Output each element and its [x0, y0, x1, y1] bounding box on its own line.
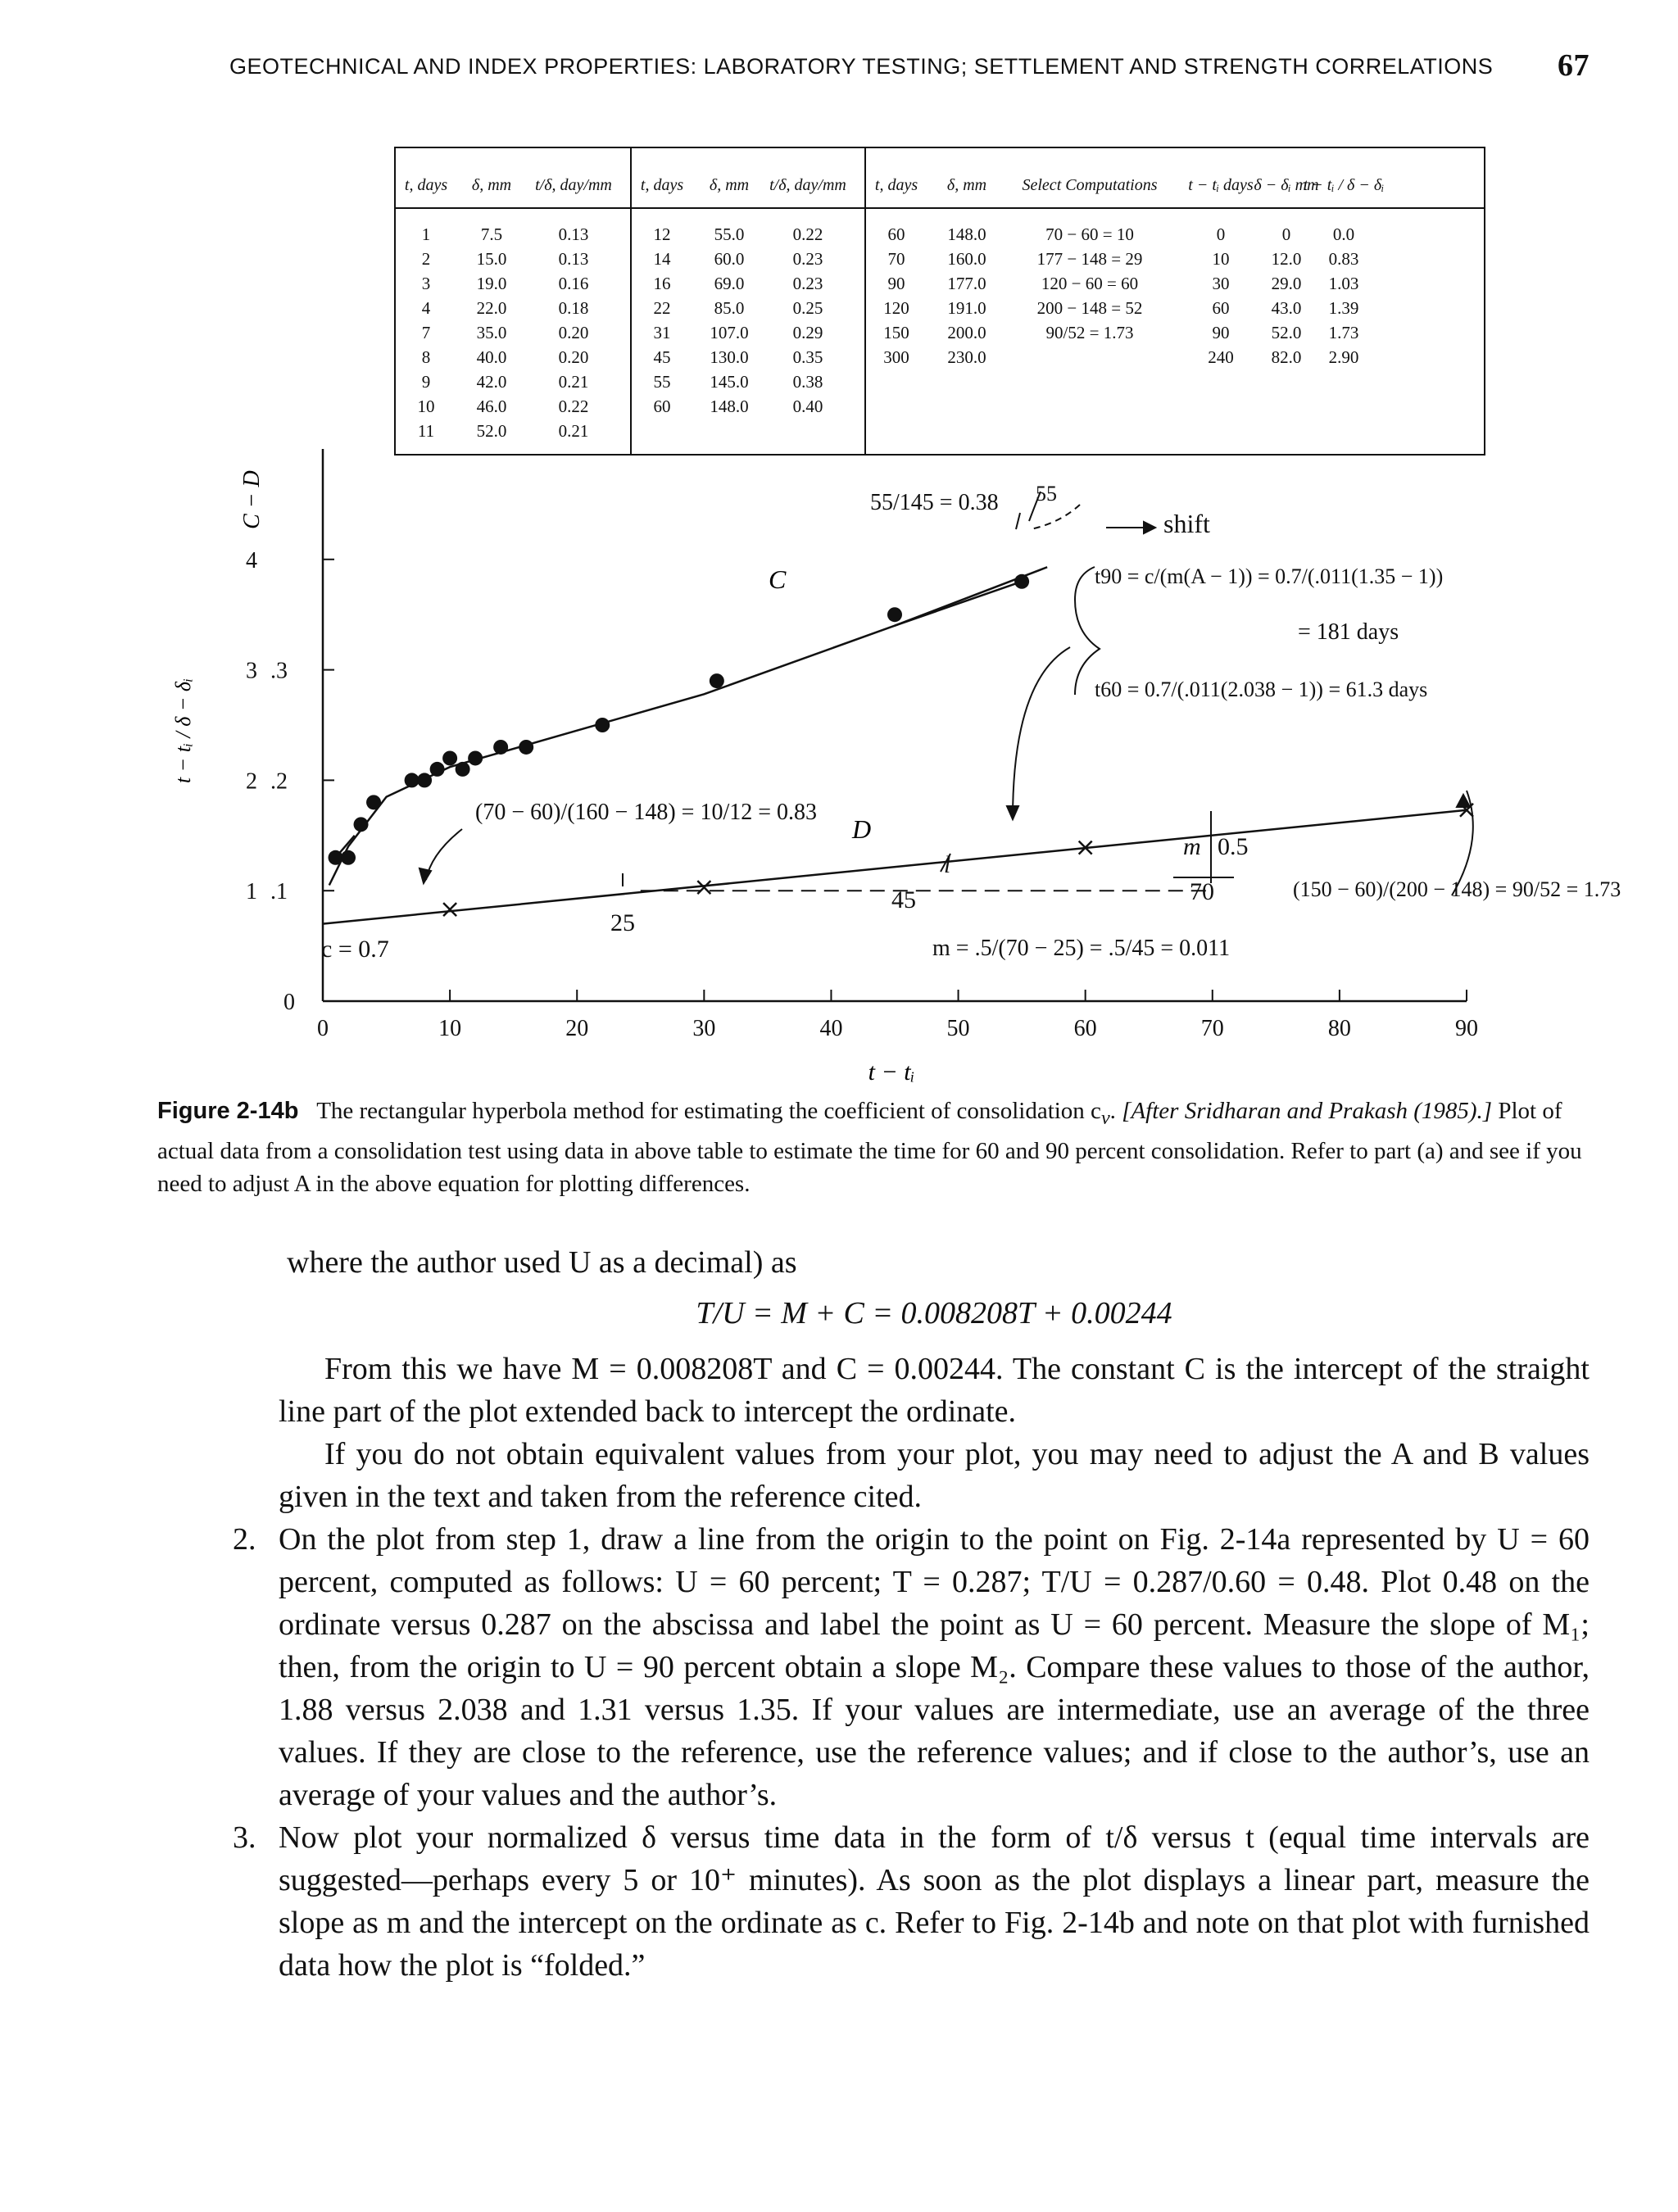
list-number-3: 3. [233, 1820, 256, 1855]
table-cell: 70 − 60 = 10 [1045, 224, 1134, 244]
table-cell: 45 [653, 347, 671, 367]
list-item-3 [233, 1816, 1590, 1987]
equation: T/U = M + C = 0.008208T + 0.00244 [696, 1296, 1172, 1330]
table-cell: 70 [887, 249, 905, 269]
table-header: δ, mm [946, 176, 987, 194]
table-cell: 8 [421, 347, 431, 367]
table-header: t/δ, day/mm [535, 176, 612, 194]
table-header: t − tᵢ days [1188, 176, 1254, 194]
x-tick-label: 50 [946, 1016, 970, 1041]
table-cell: 0.16 [558, 274, 589, 293]
plot-axes [323, 449, 1467, 1001]
table-cell: 31 [653, 323, 671, 342]
data-point-c [710, 673, 724, 688]
table-cell: 191.0 [947, 298, 986, 318]
table-header: t, days [874, 176, 918, 194]
caption-text-3: Plot of actual data from a consolidation test using data in above table to estimate the time for 60 and 90 percent consolidation. Refer to part (a) and see if you need to adjust A in the above equation for plotting differences. [157, 1098, 1582, 1197]
table-cell: 55.0 [714, 224, 745, 244]
table-cell: 0.22 [792, 224, 823, 244]
table-cell: 90 [1212, 323, 1230, 342]
table-cell: 40.0 [476, 347, 507, 367]
list-number-2: 2. [233, 1522, 256, 1557]
table-cell: 0.13 [558, 249, 589, 269]
table-cell: 0.18 [558, 298, 589, 318]
data-point-c [354, 817, 369, 832]
y-tick-label-left: 4 [246, 547, 257, 573]
table-cell: 0.20 [558, 323, 589, 342]
list-text-3: Now plot your normalized δ versus time data in the form of t/δ versus t (equal time intervals are suggested—perhaps every 5 or 10⁺ minutes). As soon as the plot displays a linear part, measure the slope as m and the intercept on the ordinate as c. Refer to Fig. 2-14b and note on that plot with furnished data how the plot is “folded.” [279, 1820, 1590, 1983]
ratio-55-145: 55/145 = 0.38 [870, 490, 999, 515]
table-cell: 2 [421, 249, 431, 269]
table-cell: 55 [653, 372, 671, 392]
table-cell: 0.35 [792, 347, 823, 367]
table-cell: 82.0 [1271, 347, 1302, 367]
table-cell: 60 [887, 224, 905, 244]
table-cell: 107.0 [710, 323, 749, 342]
shift-label: shift [1163, 509, 1210, 538]
table-cell: 1.03 [1328, 274, 1359, 293]
mark-m: m [1183, 833, 1201, 860]
table-cell: 0.21 [558, 372, 589, 392]
x-tick-label: 0 [317, 1016, 329, 1041]
table-cell: 177.0 [947, 274, 986, 293]
table-header: t − tᵢ / δ − δᵢ [1303, 176, 1385, 194]
table-cell: 120 − 60 = 60 [1041, 274, 1139, 293]
mark-l: l [944, 851, 951, 878]
table-cell: 52.0 [1271, 323, 1302, 342]
caption-text-2: . [1109, 1098, 1122, 1124]
table-header: t/δ, day/mm [769, 176, 846, 194]
body-text [233, 1241, 1590, 1987]
table-cell: 2.90 [1328, 347, 1359, 367]
figure-caption [157, 1095, 1583, 1200]
table-cell: 60 [653, 397, 671, 416]
table-cell: 177 − 148 = 29 [1036, 249, 1143, 269]
table-cell: 0 [1281, 224, 1291, 244]
table-cell: 90 [887, 274, 905, 293]
table-cell: 30 [1212, 274, 1230, 293]
data-point-c [1014, 574, 1029, 589]
table-cell: 200.0 [947, 323, 986, 342]
table-cell: 4 [421, 298, 431, 318]
y-tick-label-left: 1 [246, 879, 257, 905]
caption-label: Figure 2-14b [157, 1098, 299, 1124]
table-cell: 22 [653, 298, 671, 318]
table-cell: 200 − 148 = 52 [1036, 298, 1143, 318]
y-tick-label-right: 0 [283, 990, 295, 1015]
mark-70: 70 [1190, 878, 1214, 905]
table-cell: 0.83 [1328, 249, 1359, 269]
table-cell: 69.0 [714, 274, 745, 293]
table-cell: 14 [653, 249, 671, 269]
table-cell: 1.39 [1328, 298, 1359, 318]
x-axis-label: t − tᵢ [868, 1058, 915, 1086]
table-cell: 46.0 [476, 397, 507, 416]
x-tick-label: 40 [819, 1016, 843, 1041]
table-cell: 0.40 [792, 397, 823, 416]
y-tick-label-right: .3 [270, 658, 288, 684]
table-cell: 0.23 [792, 249, 823, 269]
y-tick-label-left: 3 [246, 658, 257, 684]
data-point-d [443, 903, 456, 916]
table-header: δ − δᵢ mm [1254, 176, 1319, 194]
y-tick-label-left: 2 [246, 768, 257, 795]
table-cell: 0.25 [792, 298, 823, 318]
table-cell: 7 [421, 323, 431, 342]
y-axis-label: t − tᵢ / δ − δᵢ [171, 678, 195, 784]
table-cell: 0 [1216, 224, 1226, 244]
table-cell: 160.0 [947, 249, 986, 269]
curve-c [329, 582, 1022, 886]
table-cell: 0.23 [792, 274, 823, 293]
label-d: D [852, 814, 872, 844]
mark-25: 25 [610, 909, 635, 936]
table-cell: 9 [421, 372, 431, 392]
t60-formula: t60 = 0.7/(.011(2.038 − 1)) = 61.3 days [1095, 678, 1428, 701]
table-cell: 0.0 [1332, 224, 1355, 244]
table-cell: 145.0 [710, 372, 749, 392]
data-point-c [519, 740, 533, 755]
table-cell: 19.0 [476, 274, 507, 293]
t90-result: = 181 days [1298, 619, 1399, 645]
table-cell: 0.38 [792, 372, 823, 392]
table-cell: 120 [883, 298, 909, 318]
table-cell: 12.0 [1271, 249, 1302, 269]
table-cell: 148.0 [947, 224, 986, 244]
table-cell: 1 [421, 224, 431, 244]
caption-citation: [After Sridharan and Prakash (1985).] [1122, 1098, 1493, 1124]
data-point-c [595, 718, 610, 732]
table-cell: 1.73 [1328, 323, 1359, 342]
table-cell: 85.0 [714, 298, 745, 318]
table-cell: 300 [883, 347, 909, 367]
table-cell: 43.0 [1271, 298, 1302, 318]
data-point-c [887, 607, 902, 622]
data-point-c [417, 773, 432, 787]
mark-0-5: 0.5 [1218, 833, 1249, 860]
table-cell: 3 [421, 274, 431, 293]
data-point-c [468, 750, 483, 765]
table-cell: 60.0 [714, 249, 745, 269]
table-cell: 0.21 [558, 421, 589, 441]
t90-formula: t90 = c/(m(A − 1)) = 0.7/(.011(1.35 − 1)) [1095, 564, 1444, 588]
table-header: δ, mm [709, 176, 750, 194]
table-cell: 150 [883, 323, 909, 342]
data-point-c [442, 750, 457, 765]
ratio-10-12: (70 − 60)/(160 − 148) = 10/12 = 0.83 [475, 800, 818, 825]
y-tick-label-right: .2 [270, 768, 288, 795]
table-header: Select Computations [1022, 176, 1158, 194]
slope-m: m = .5/(70 − 25) = .5/45 = 0.011 [932, 936, 1231, 961]
table-cell: 0.20 [558, 347, 589, 367]
table-header: t, days [640, 176, 684, 194]
table-cell: 60 [1212, 298, 1230, 318]
page-number: 67 [1558, 48, 1590, 83]
table-cell: 7.5 [480, 224, 503, 244]
ratio-90-52: (150 − 60)/(200 − 148) = 90/52 = 1.73 [1293, 877, 1621, 901]
data-point-c [493, 740, 508, 755]
paragraph-1: From this we have M = 0.008208T and C = 0.00244. The constant C is the intercept of the straight line part of the plot extended back to intercept the ordinate. [279, 1352, 1590, 1429]
data-point-c [366, 795, 381, 809]
intro-line: where the author used U as a decimal) as [287, 1245, 797, 1280]
list-text-2: On the plot from step 1, draw a line from the origin to the point on Fig. 2-14a represented by U = 60 percent, computed as follows: U = 60 percent; T = 0.287; T/U = 0.287/0.60 = 0.48. Plot 0.48 on the ordinate versus 0.287 on the abscissa and label the point as U = 60 percent. Measure the slope of M₁; then, from the origin to U = 90 percent obtain a slope M₂. Compare these values to those of the author, 1.88 versus 2.038 and 1.31 versus 1.35. If your values are intermediate, use an average of the three values. If they are close to the reference, use the reference values; and if close to the author’s, use an average of your values and the author’s. [279, 1522, 1590, 1812]
table-cell: 35.0 [476, 323, 507, 342]
x-tick-label: 60 [1073, 1016, 1097, 1041]
data-point-c [329, 850, 343, 865]
table-cell: 240 [1208, 347, 1234, 367]
x-tick-label: 30 [692, 1016, 716, 1041]
table-cell: 0.29 [792, 323, 823, 342]
table-header: t, days [404, 176, 448, 194]
table-cell: 52.0 [476, 421, 507, 441]
table-cell: 22.0 [476, 298, 507, 318]
table-cell: 90/52 = 1.73 [1045, 323, 1134, 342]
c-intercept-label: c = 0.7 [321, 936, 389, 963]
data-point-c [430, 762, 445, 777]
running-title: GEOTECHNICAL AND INDEX PROPERTIES: LABORATORY TESTING; SETTLEMENT AND STRENGTH CORRELATIONS [229, 54, 1494, 79]
table-header: δ, mm [471, 176, 512, 194]
x-tick-label: 20 [565, 1016, 589, 1041]
x-tick-label: 80 [1327, 1016, 1351, 1041]
table-cell: 0.13 [558, 224, 589, 244]
x-tick-label: 70 [1200, 1016, 1224, 1041]
table-cell: 42.0 [476, 372, 507, 392]
caption-sub: v [1100, 1106, 1110, 1129]
table-cell: 130.0 [710, 347, 749, 367]
table-cell: 16 [653, 274, 671, 293]
label-c: C [769, 564, 787, 594]
table-cell: 15.0 [476, 249, 507, 269]
table-cell: 29.0 [1271, 274, 1302, 293]
x-tick-label: 90 [1455, 1016, 1478, 1041]
table-cell: 11 [417, 421, 435, 441]
mark-45: 45 [891, 886, 916, 913]
data-point-c [405, 773, 420, 787]
data-point-c [341, 850, 356, 865]
table-cell: 148.0 [710, 397, 749, 416]
table-cell: 12 [653, 224, 671, 244]
y-alt-axis-label: C − D [239, 470, 265, 529]
caption-text-1: The rectangular hyperbola method for estimating the coefficient of consolidation c [316, 1098, 1101, 1124]
x-tick-label: 10 [438, 1016, 462, 1041]
y-tick-label-right: .1 [270, 879, 288, 905]
list-item-2 [233, 1518, 1590, 1816]
figure-2-14b [0, 0, 1678, 1090]
table-cell: 10 [417, 397, 435, 416]
shift-55-label: 55 [1036, 482, 1057, 505]
paragraph-2: If you do not obtain equivalent values from your plot, you may need to adjust the A and B values given in the text and taken from the reference cited. [279, 1437, 1590, 1514]
table-cell: 10 [1212, 249, 1230, 269]
data-point-c [456, 762, 470, 777]
table-cell: 230.0 [947, 347, 986, 367]
table-cell: 0.22 [558, 397, 589, 416]
